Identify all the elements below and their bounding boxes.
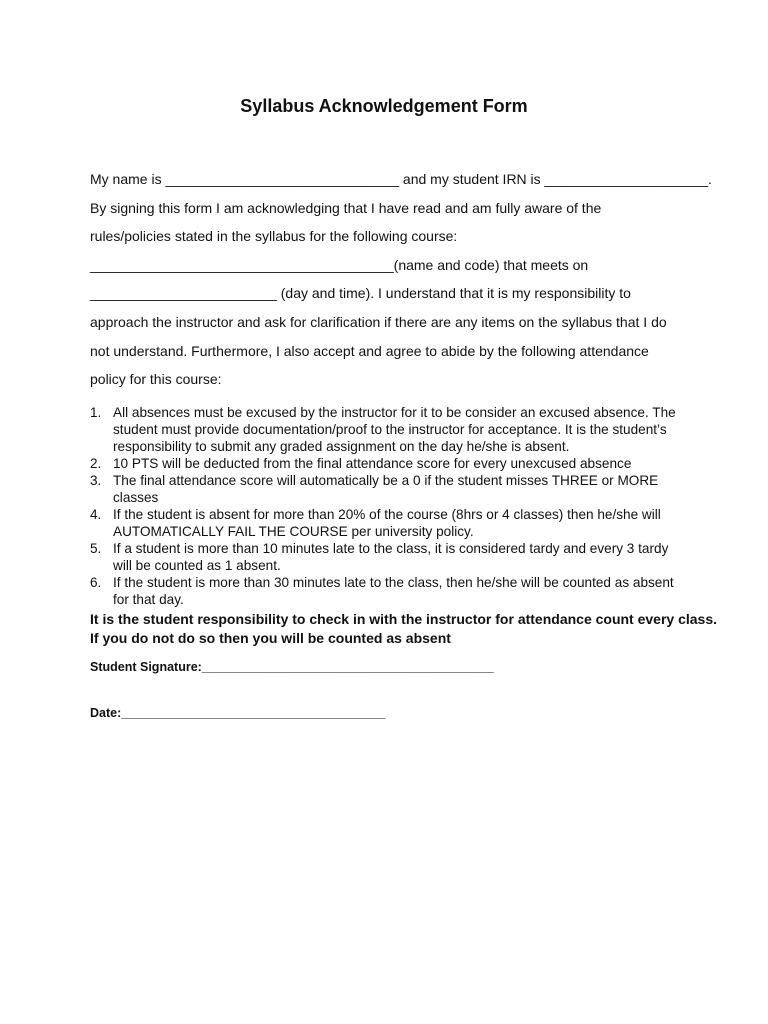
policy-item bbox=[90, 574, 690, 608]
attendance-policy-list bbox=[90, 404, 690, 608]
policy-item-text: 10 PTS will be deducted from the final attendance score for every unexcused absence bbox=[113, 456, 632, 471]
policy-item-number: 4. bbox=[90, 507, 102, 522]
paragraph-line: _______________________________________(name and code) that meets on bbox=[90, 256, 589, 273]
paragraph-line: By signing this form I am acknowledging that I have read and am fully aware of the bbox=[90, 199, 602, 216]
policy-item bbox=[90, 540, 690, 574]
policy-item bbox=[90, 455, 690, 472]
acknowledgement-paragraph bbox=[90, 167, 712, 396]
policy-item bbox=[90, 472, 690, 506]
document-title: Syllabus Acknowledgement Form bbox=[240, 96, 528, 116]
policy-item-number: 5. bbox=[90, 541, 102, 556]
notice-line: If you do not do so then you will be counted as absent bbox=[90, 630, 451, 646]
policy-item-text: If a student is more than 10 minutes late to the class, it is considered tardy and every 3 tardy will be counted as 1 absent. bbox=[113, 541, 669, 573]
paragraph-line: My name is ______________________________ and my student IRN is _____________________. bbox=[90, 171, 712, 187]
policy-item-number: 1. bbox=[90, 405, 102, 420]
paragraph-line: not understand. Furthermore, I also accept and agree to abide by the following attendance bbox=[90, 342, 649, 359]
date-field[interactable]: Date:______________________________________ bbox=[90, 706, 386, 720]
policy-item-number: 3. bbox=[90, 473, 102, 488]
attendance-notice bbox=[90, 610, 718, 648]
paragraph-line: ________________________ (day and time). I understand that it is my responsibility to bbox=[90, 285, 631, 302]
policy-item-number: 6. bbox=[90, 575, 102, 590]
policy-item bbox=[90, 404, 690, 455]
student-signature-field[interactable]: Student Signature:__________________________________________ bbox=[90, 660, 494, 674]
notice-line: It is the student responsibility to check in with the instructor for attendance count every class. bbox=[90, 611, 718, 627]
policy-item-text: If the student is more than 30 minutes late to the class, then he/she will be counted as absent for that day. bbox=[113, 575, 674, 607]
paragraph-line: policy for this course: bbox=[90, 371, 222, 388]
policy-item-text: If the student is absent for more than 20% of the course (8hrs or 4 classes) then he/she will AUTOMATICALLY FAIL THE COURSE per university policy. bbox=[113, 507, 661, 539]
policy-item-number: 2. bbox=[90, 456, 102, 471]
policy-item-text: The final attendance score will automatically be a 0 if the student misses THREE or MORE classes bbox=[113, 473, 659, 505]
paragraph-line: rules/policies stated in the syllabus for the following course: bbox=[90, 228, 458, 245]
policy-item bbox=[90, 506, 690, 540]
policy-item-text: All absences must be excused by the instructor for it to be consider an excused absence. The student must provide documentation/proof to the instructor for acceptance. It is the student’s responsibility to submit any graded assignment on the day he/she is absent. bbox=[113, 405, 676, 454]
paragraph-line: approach the instructor and ask for clarification if there are any items on the syllabus that I do bbox=[90, 313, 667, 330]
